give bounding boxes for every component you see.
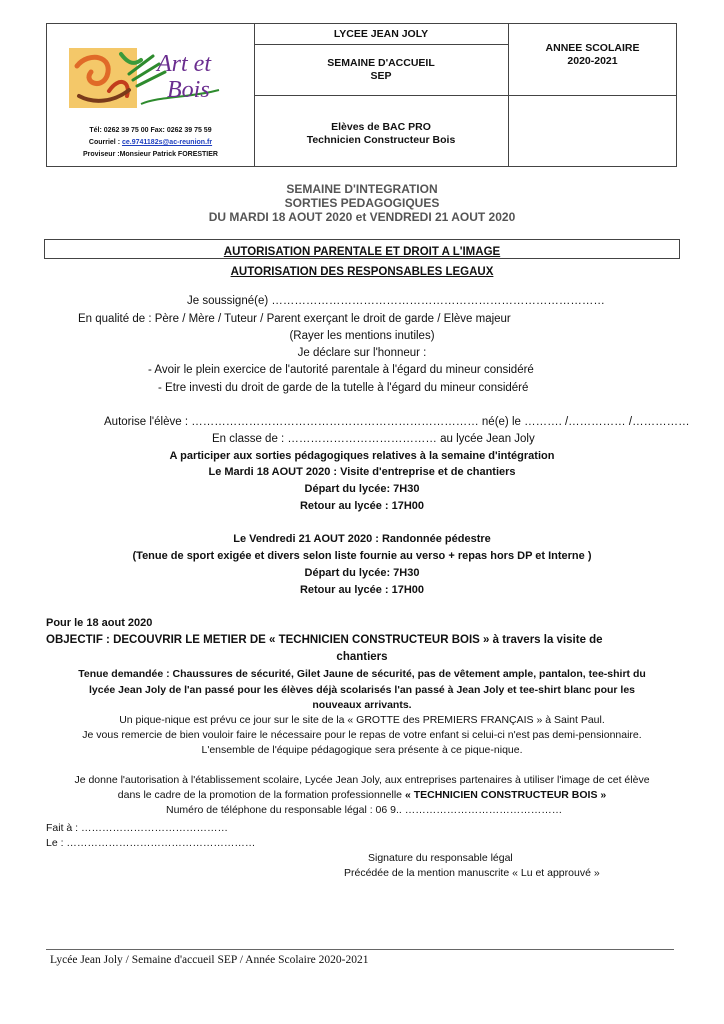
depart-line: Départ du lycée: 7H30 — [304, 483, 420, 495]
header-divider — [254, 95, 677, 96]
email-link[interactable]: ce.9741182s@ac-reunion.fr — [121, 139, 213, 146]
participer-line: A participer aux sorties pédagogiques relatives à la semaine d'intégration — [169, 450, 555, 462]
logo-text: Art et — [157, 51, 211, 77]
authorization-title: AUTORISATION PARENTALE ET DROIT A L'IMAGE — [223, 246, 501, 258]
image-rights-line — [0, 788, 724, 802]
retour-line: Retour au lycée : 17H00 — [299, 584, 425, 596]
tenue-sport-line: (Tenue de sport exigée et divers selon liste fournie au verso + repas hors DP et Interne ) — [132, 550, 592, 562]
phone-fax: Tél: 0262 39 75 00 Fax: 0262 39 75 59 — [89, 127, 212, 134]
integration-subtitle: SORTIES PEDAGOGIQUES — [284, 196, 440, 210]
date-line: Le : ……………………………………………… — [46, 837, 256, 849]
declare-line: Je déclare sur l'honneur : — [297, 347, 427, 359]
eleves-subtitle: Technicien Constructeur Bois — [306, 134, 456, 146]
eleves-title: Elèves de BAC PRO — [331, 121, 431, 133]
tenue-line: nouveaux arrivants. — [312, 699, 412, 711]
legal-guardians-title: AUTORISATION DES RESPONSABLES LEGAUX — [230, 266, 494, 278]
semaine-title: SEMAINE D'ACCUEIL — [327, 57, 435, 69]
pique-nique-line: Je vous remercie de bien vouloir faire le nécessaire pour le repas de votre enfant si celui-ci n'est pas demi-pensionnaire. — [82, 729, 642, 741]
pique-nique-line: Un pique-nique est prévu ce jour sur le site de la « GROTTE des PREMIERS FRANÇAIS » à Saint Paul. — [119, 714, 605, 726]
retour-line: Retour au lycée : 17H00 — [299, 500, 425, 512]
logo-text: Bois — [167, 77, 210, 103]
image-rights-line: Je donne l'autorisation à l'établissement scolaire, Lycée Jean Joly, aux entreprises partenaires à utiliser l'image de cet élève — [74, 774, 650, 786]
image-rights-formation: « TECHNICIEN CONSTRUCTEUR BOIS » — [404, 789, 607, 801]
telephone-line: Numéro de téléphone du responsable légal : 06 9.. ……………………………………… — [166, 804, 563, 816]
signature-mention: Précédée de la mention manuscrite « Lu et approuvé » — [344, 867, 600, 879]
signature-line: Signature du responsable légal — [368, 852, 513, 864]
tenue-line: lycée Jean Joly de l'an passé pour les élèves déjà scolarisés l'an passé à Jean Joly et tee-shirt blanc pour les — [88, 684, 635, 696]
pour-line: Pour le 18 aout 2020 — [46, 617, 153, 629]
integration-dates: DU MARDI 18 AOUT 2020 et VENDREDI 21 AOUT 2020 — [208, 210, 516, 224]
tenue-line: Tenue demandée : Chaussures de sécurité, Gilet Jaune de sécurité, pas de vêtement ample, pantalon, tee-shirt du — [78, 668, 646, 680]
rayer-note: (Rayer les mentions inutiles) — [289, 330, 435, 342]
autorise-line: Autorise l'élève : ………………………………………………………………… né(e) le ………. /…………… /…………… — [104, 416, 690, 428]
header-divider — [254, 44, 508, 45]
soussigne-line: Je soussigné(e) …………………………………………………………………………… — [187, 295, 605, 307]
classe-line: En classe de : ………………………………… au lycée Jean Joly — [212, 433, 535, 445]
depart-line: Départ du lycée: 7H30 — [304, 567, 420, 579]
header-table — [46, 23, 677, 167]
semaine-subtitle: SEP — [370, 70, 392, 82]
pique-nique-line: L'ensemble de l'équipe pédagogique sera présente à ce pique-nique. — [201, 744, 523, 756]
page-footer: Lycée Jean Joly / Semaine d'accueil SEP / Année Scolaire 2020-2021 — [50, 954, 369, 966]
email-line — [47, 137, 254, 148]
authorization-box — [44, 239, 680, 259]
email-label: Courriel : — [88, 139, 121, 146]
school-year-label: ANNEE SCOLAIRE — [545, 42, 640, 54]
objectif-line: OBJECTIF : DECOUVRIR LE METIER DE « TECHNICIEN CONSTRUCTEUR BOIS » à travers la visite de — [46, 634, 603, 646]
footer-divider — [46, 949, 674, 950]
objectif-line: chantiers — [336, 651, 388, 663]
vendredi-line: Le Vendredi 21 AOUT 2020 : Randonnée pédestre — [233, 533, 491, 545]
image-rights-text: dans le cadre de la promotion de la formation professionnelle — [117, 789, 405, 801]
integration-title: SEMAINE D'INTEGRATION — [286, 182, 438, 196]
mardi-line: Le Mardi 18 AOUT 2020 : Visite d'entreprise et de chantiers — [208, 466, 516, 478]
fait-line: Fait à : …………………………………… — [46, 822, 229, 834]
declaration-item: - Etre investi du droit de garde de la tutelle à l'égard du mineur considéré — [158, 382, 529, 394]
school-name: LYCEE JEAN JOLY — [333, 28, 429, 40]
school-year-value: 2020-2021 — [567, 55, 618, 67]
principal: Proviseur :Monsieur Patrick FORESTIER — [83, 151, 218, 158]
qualite-line: En qualité de : Père / Mère / Tuteur / Parent exerçant le droit de garde / Elève majeur — [78, 313, 511, 325]
declaration-item: - Avoir le plein exercice de l'autorité parentale à l'égard du mineur considéré — [148, 364, 534, 376]
